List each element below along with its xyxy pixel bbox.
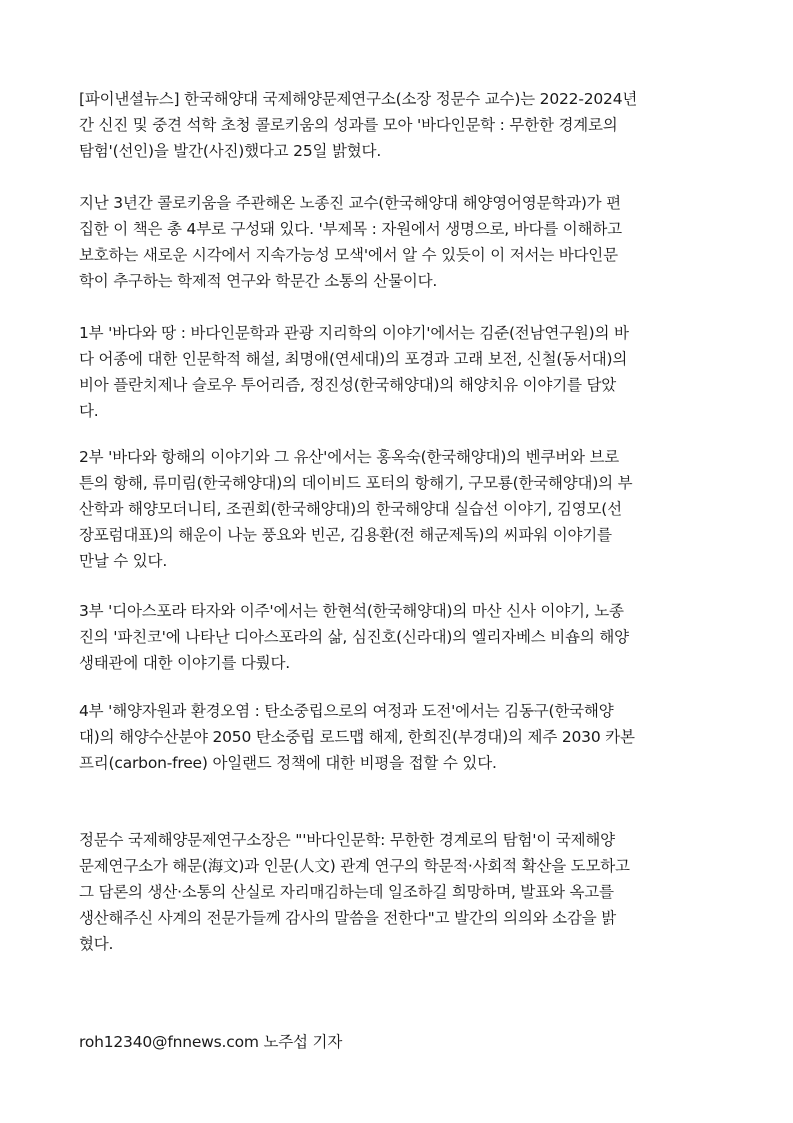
- article-paragraph-3: 1부 '바다와 땅 : 바다인문학과 관광 지리학의 이야기'에서는 김준(전남연구원)의 바 다 어종에 대한 인문학적 해설, 최명애(연세대)의 포경과 고래 보전, 신철(동서대)의 비아 플란치제나 슬로우 투어리즘, 정진성(한국해양대)의 해양치유 이야기를 담았 다.: [79, 324, 629, 420]
- article-paragraph-2: 지난 3년간 콜로키움을 주관해온 노종진 교수(한국해양대 해양영어영문학과)가 편 집한 이 책은 총 4부로 구성돼 있다. '부제목 : 자원에서 생명으로, 바다를 이해하고 보호하는 새로운 시각에서 지속가능성 모색'에서 알 수 있듯이 이 저서는 바다인문 학이 추구하는 학제적 연구와 학문간 소통의 산물이다.: [79, 194, 622, 290]
- article-paragraph-1: [파이낸셜뉴스] 한국해양대 국제해양문제연구소(소장 정문수 교수)는 2022-2024년 간 신진 및 중견 석학 초청 콜로키움의 성과를 모아 '바다인문학 : 무한한 경계로의 탐험'(선인)을 발간(사진)했다고 25일 밝혔다.: [79, 90, 638, 160]
- article-paragraph-4: 2부 '바다와 항해의 이야기와 그 유산'에서는 홍옥숙(한국해양대)의 벤쿠버와 브로 튼의 항해, 류미림(한국해양대)의 데이비드 포터의 항해기, 구모룡(한국해양대)의 부 산학과 해양모더니티, 조권회(한국해양대)의 한국해양대 실습선 이야기, 김영모(선 장포럼대표)의 해운이 나눈 풍요와 빈곤, 김용환(전 해군제독)의 씨파워 이야기를 만날 수 있다.: [79, 448, 633, 570]
- article-paragraph-7: 정문수 국제해양문제연구소장은 "'바다인문학: 무한한 경계로의 탐험'이 국제해양 문제연구소가 해문(海文)과 인문(人文) 관계 연구의 학문적·사회적 확산을 도모하고 그 담론의 생산·소통의 산실로 자리매김하는데 일조하길 희망하며, 발표와 옥고를 생산해주신 사계의 전문가들께 감사의 말씀을 전한다"고 발간의 의의와 소감을 밝 혔다.: [79, 831, 630, 953]
- byline: roh12340@fnnews.com 노주섭 기자: [79, 1033, 343, 1051]
- article-paragraph-6: 4부 '해양자원과 환경오염 : 탄소중립으로의 여정과 도전'에서는 김동구(한국해양 대)의 해양수산분야 2050 탄소중립 로드맵 해제, 한희진(부경대)의 제주 2030 카본 프리(carbon-free) 아일랜드 정책에 대한 비평을 접할 수 있다.: [79, 702, 635, 772]
- article-paragraph-5: 3부 '디아스포라 타자와 이주'에서는 한현석(한국해양대)의 마산 신사 이야기, 노종 진의 '파친코'에 나타난 디아스포라의 삶, 심진호(신라대)의 엘리자베스 비숍의 해양 생태관에 대한 이야기를 다뤘다.: [79, 602, 629, 672]
